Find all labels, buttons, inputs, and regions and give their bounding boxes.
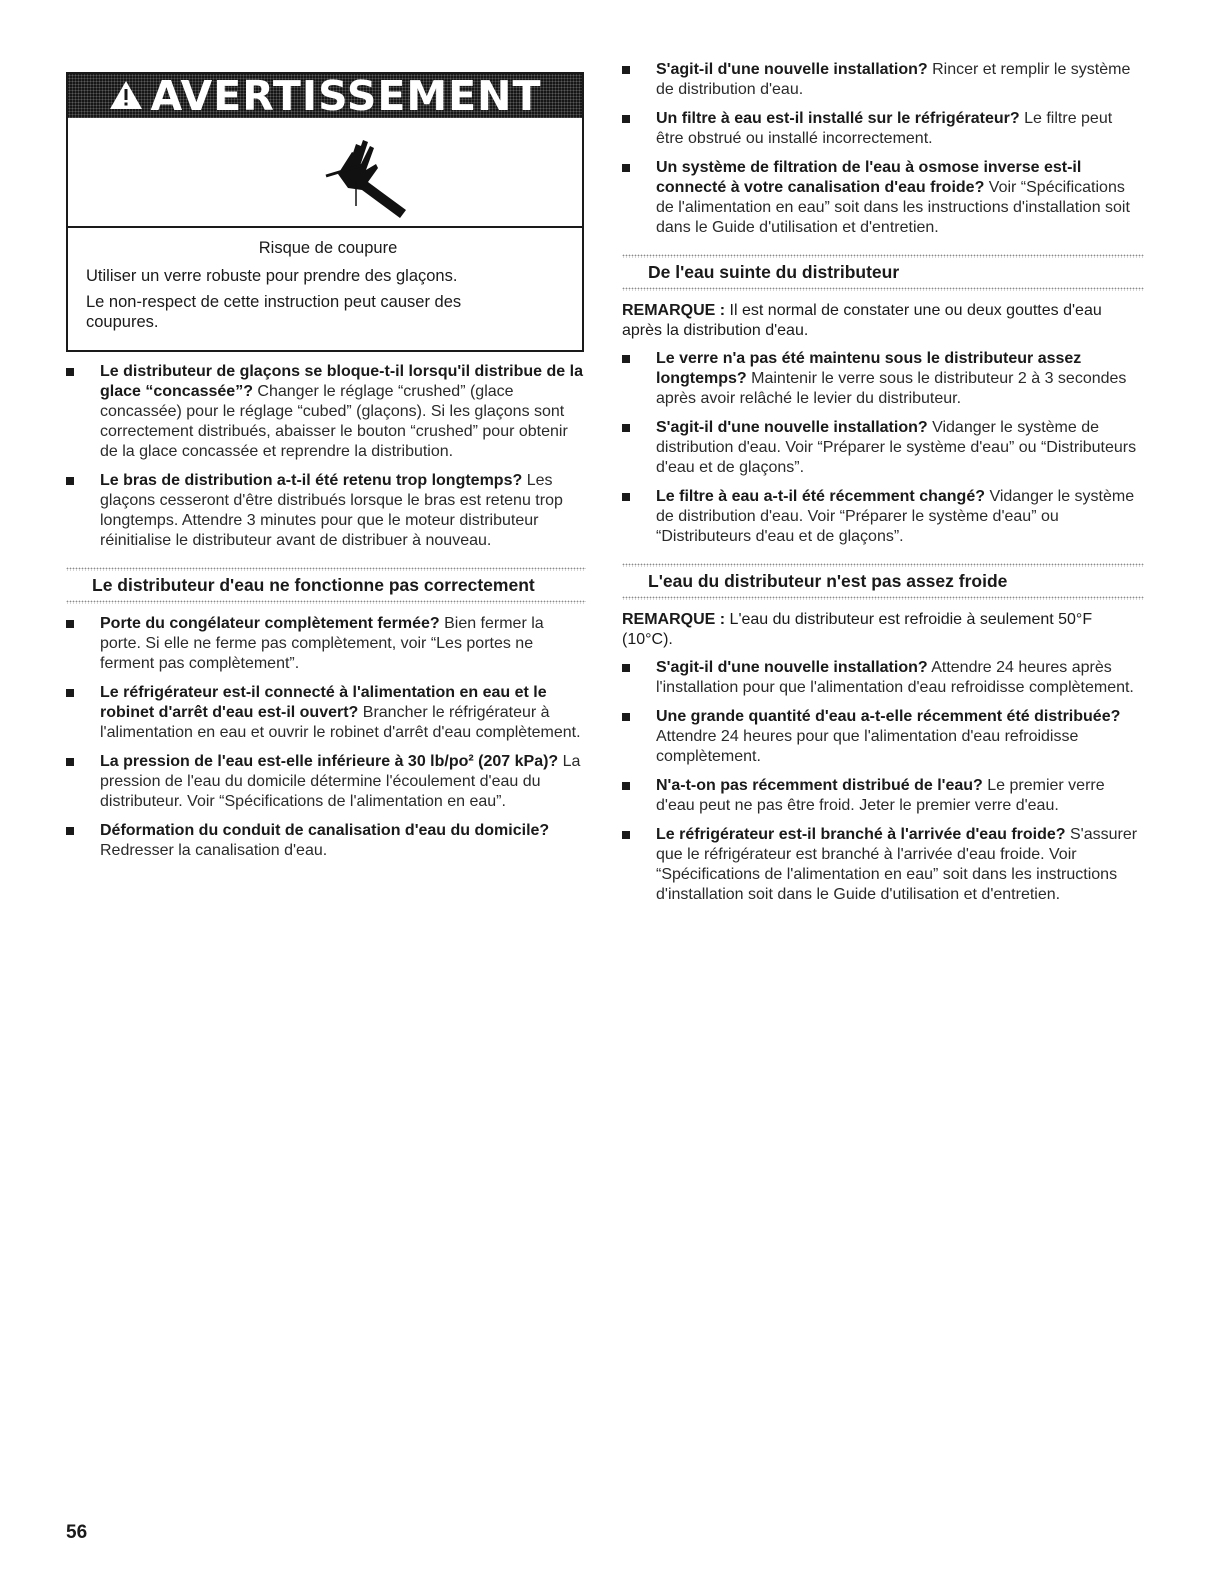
section-title: De l'eau suinte du distributeur bbox=[648, 262, 900, 282]
item-question: La pression de l'eau est-elle inférieure à 30 lb/po² (207 kPa)? bbox=[100, 753, 559, 770]
dotted-rule bbox=[622, 287, 1144, 291]
item-question: Le verre n'a pas été maintenu sous le distributeur assez longtemps? bbox=[656, 350, 1082, 387]
item-answer: Le premier verre d'eau peut ne pas être froid. Jeter le premier verre d'eau. bbox=[656, 777, 1105, 814]
item-answer: Le filtre peut être obstrué ou installé incorrectement. bbox=[656, 110, 1113, 147]
item-question: Une grande quantité d'eau a-t-elle récemment été distribuée? bbox=[656, 708, 1121, 725]
list-item bbox=[622, 487, 1144, 547]
warning-line-1: Utiliser un verre robuste pour prendre des glaçons. bbox=[86, 267, 458, 285]
item-answer: Vidanger le système de distribution d'eau. Voir “Préparer le système d'eau” ou “Distributeurs d'eau et de glaçons”. bbox=[656, 419, 1137, 476]
section-header bbox=[66, 567, 586, 604]
item-answer: Maintenir le verre sous le distributeur 2 à 3 secondes après avoir relâché le levier du distributeur. bbox=[656, 370, 1127, 407]
water-dispenser-list-continued bbox=[622, 60, 1144, 238]
ice-dispenser-list bbox=[66, 362, 586, 551]
item-question: N'a-t-on pas récemment distribué de l'eau? bbox=[656, 777, 983, 794]
section-header bbox=[622, 563, 1144, 600]
item-answer: Redresser la canalisation d'eau. bbox=[100, 842, 328, 859]
item-answer: Bien fermer la porte. Si elle ne ferme pas complètement, voir “Les portes ne ferment pas complètement”. bbox=[100, 615, 544, 672]
warning-line-2: Le non-respect de cette instruction peut causer des coupures. bbox=[86, 293, 462, 331]
list-item bbox=[622, 349, 1144, 409]
section-3-list bbox=[622, 658, 1144, 905]
warning-risk: Risque de coupure bbox=[258, 239, 398, 257]
list-item bbox=[622, 825, 1144, 905]
page-number: 56 bbox=[66, 1522, 88, 1543]
list-item bbox=[622, 707, 1144, 767]
item-question: Le bras de distribution a-t-il été retenu trop longtemps? bbox=[100, 472, 523, 489]
section-note bbox=[622, 610, 1144, 650]
section-1-list bbox=[66, 614, 586, 861]
list-item bbox=[622, 60, 1144, 100]
warning-box bbox=[66, 72, 584, 352]
list-item bbox=[66, 614, 586, 674]
list-item bbox=[622, 776, 1144, 816]
list-item bbox=[66, 683, 586, 743]
item-answer: Changer le réglage “crushed” (glace concassée) pour le réglage “cubed” (glaçons). Si les glaçons sont correctement distribués, abaisser le bouton “crushed” pour obtenir de la glace concassée et reprendre la distribution. bbox=[100, 383, 568, 460]
right-column bbox=[622, 60, 1144, 914]
list-item bbox=[66, 471, 586, 551]
item-question: Le réfrigérateur est-il branché à l'arrivée d'eau froide? bbox=[656, 826, 1066, 843]
note-text: Il est normal de constater une ou deux gouttes d'eau après la distribution d'eau. bbox=[622, 302, 1102, 339]
note-label: REMARQUE : bbox=[622, 611, 726, 628]
item-question: Un système de filtration de l'eau à osmose inverse est-il connecté à votre canalisation d'eau froide? bbox=[656, 159, 1082, 196]
warning-title: AVERTISSEMENT bbox=[150, 72, 542, 120]
item-question: Le réfrigérateur est-il connecté à l'alimentation en eau et le robinet d'arrêt d'eau est-il ouvert? bbox=[100, 684, 547, 721]
warning-banner bbox=[68, 74, 582, 118]
section-2-list bbox=[622, 349, 1144, 547]
list-item bbox=[66, 821, 586, 861]
item-answer: S'assurer que le réfrigérateur est branché à l'arrivée d'eau froide. Voir “Spécifications de l'alimentation en eau” soit dans les instructions d'installation soit dans le Guide d'utilisation et d'entretien. bbox=[656, 826, 1138, 903]
note-text: L'eau du distributeur est refroidie à seulement 50°F (10°C). bbox=[622, 611, 1093, 648]
section-note bbox=[622, 301, 1144, 341]
item-answer: Rincer et remplir le système de distribution d'eau. bbox=[656, 61, 1131, 98]
item-answer: Attendre 24 heures pour que l'alimentation d'eau refroidisse complètement. bbox=[656, 728, 1079, 765]
item-answer: Les glaçons cesseront d'être distribués lorsque le bras est retenu trop longtemps. Attendre 3 minutes pour que le moteur distributeur réinitialise le distributeur avant de distribuer à nouveau. bbox=[100, 472, 563, 549]
warning-pictogram bbox=[68, 118, 582, 228]
item-question: S'agit-il d'une nouvelle installation? bbox=[656, 419, 928, 436]
left-column bbox=[66, 60, 586, 870]
section-header bbox=[622, 254, 1144, 291]
list-item bbox=[622, 109, 1144, 149]
list-item bbox=[66, 752, 586, 812]
dotted-rule bbox=[66, 600, 586, 604]
item-question: Le distributeur de glaçons se bloque-t-il lorsqu'il distribue de la glace “concassée”? bbox=[100, 363, 583, 400]
item-question: S'agit-il d'une nouvelle installation? bbox=[656, 61, 928, 78]
item-answer: Brancher le réfrigérateur à l'alimentation en eau et ouvrir le robinet d'arrêt d'eau complètement. bbox=[100, 704, 581, 741]
list-item bbox=[622, 158, 1144, 238]
item-answer: Vidanger le système de distribution d'eau. Voir “Préparer le système d'eau” ou “Distributeurs d'eau et de glaçons”. bbox=[656, 488, 1135, 545]
item-answer: Attendre 24 heures après l'installation pour que l'alimentation d'eau refroidisse complètement. bbox=[656, 659, 1134, 696]
dotted-rule bbox=[622, 596, 1144, 600]
section-title: Le distributeur d'eau ne fonctionne pas correctement bbox=[92, 575, 535, 595]
hand-cut-icon bbox=[278, 124, 438, 220]
item-question: Porte du congélateur complètement fermée? bbox=[100, 615, 440, 632]
list-item bbox=[66, 362, 586, 462]
item-question: S'agit-il d'une nouvelle installation? bbox=[656, 659, 928, 676]
item-question: Déformation du conduit de canalisation d'eau du domicile? bbox=[100, 822, 550, 839]
item-answer: Voir “Spécifications de l'alimentation en eau” soit dans les instructions d'installation soit dans le Guide d'utilisation et d'entretien. bbox=[656, 179, 1130, 236]
item-question: Le filtre à eau a-t-il été récemment changé? bbox=[656, 488, 985, 505]
warning-text bbox=[68, 228, 582, 350]
list-item bbox=[622, 418, 1144, 478]
item-question: Un filtre à eau est-il installé sur le réfrigérateur? bbox=[656, 110, 1020, 127]
warning-triangle-icon bbox=[109, 72, 143, 120]
list-item bbox=[622, 658, 1144, 698]
section-title: L'eau du distributeur n'est pas assez froide bbox=[648, 571, 1008, 591]
item-answer: La pression de l'eau du domicile détermine l'écoulement d'eau du distributeur. Voir “Spécifications de l'alimentation en eau”. bbox=[100, 753, 581, 810]
note-label: REMARQUE : bbox=[622, 302, 726, 319]
